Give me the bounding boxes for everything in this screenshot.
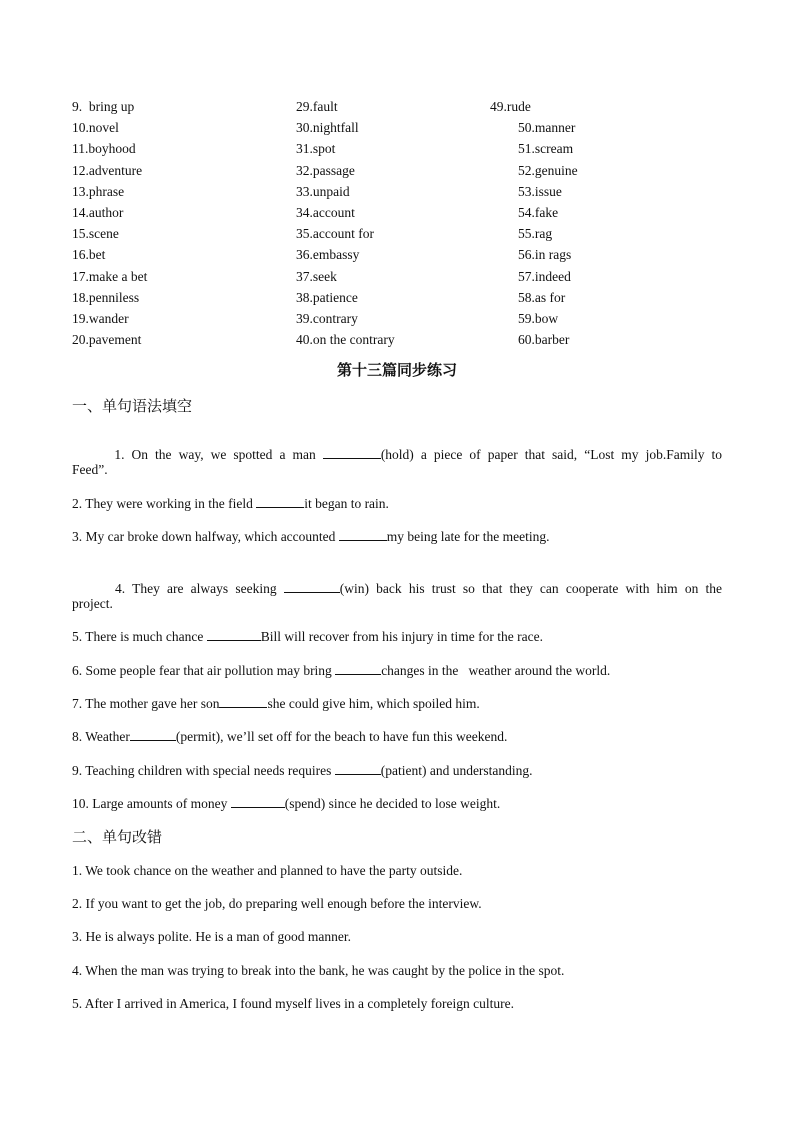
correction-text: 2. If you want to get the job, do preparing well enough before the interview. [72,896,482,911]
vocab-item: 60.barber [518,332,570,348]
answer-blank[interactable] [339,528,387,541]
question-3 [72,528,722,546]
page-title: 第十三篇同步练习 [336,361,457,379]
question-text: 1. On the way, we spotted a man [114,447,323,462]
vocab-item: 54.fake [518,204,559,220]
vocab-item: 18.penniless [72,289,140,305]
vocab-item: 10.novel [72,120,119,136]
question-10 [72,795,722,813]
question-8 [72,728,722,746]
question-text: 3. My car broke down halfway, which accounted [72,529,339,544]
vocabulary-list [72,96,752,350]
answer-blank[interactable] [335,762,381,775]
question-text: 2. They were working in the field [72,496,257,511]
question-1 [72,428,722,479]
question-text: Bill will recover from his injury in time for the race. [260,629,543,644]
vocab-item: 14.author [72,204,124,220]
vocab-item: 53.issue [518,183,562,199]
question-text: 10. Large amounts of money [72,796,231,811]
vocab-item: 13.phrase [72,183,125,199]
vocab-item: 15.scene [72,226,119,242]
vocab-item: 31.spot [296,141,336,157]
question-4 [72,562,722,613]
question-text: it began to rain. [304,496,389,511]
question-7 [72,695,722,713]
answer-blank[interactable] [207,628,261,641]
question-continuation: Feed”. [72,462,108,477]
vocab-item: 29.fault [296,99,338,114]
vocab-item: 51.scream [518,141,574,157]
correction-text: 3. He is always polite. He is a man of good manner. [72,929,351,944]
question-text: 5. There is much chance [72,629,207,644]
question-text: 7. The mother gave her son [72,696,220,711]
question-9 [72,762,722,780]
vocab-item: 11.boyhood [72,141,136,157]
vocab-item: 37.seek [296,268,337,284]
correction-item-3 [72,928,722,946]
question-text: changes in the weather around the world. [381,663,611,678]
vocabulary-column-3 [490,96,578,350]
question-continuation: project. [72,596,113,611]
vocab-item: 50.manner [518,120,576,136]
vocab-item: 17.make a bet [72,268,148,284]
vocab-item: 59.bow [518,310,559,326]
correction-item-5 [72,995,722,1013]
question-text: (permit), we’ll set off for the beach to have fun this weekend. [175,729,508,744]
vocab-item: 33.unpaid [296,183,350,199]
vocab-item: 55.rag [518,226,553,242]
answer-blank[interactable] [256,495,304,508]
question-text: 9. Teaching children with special needs requires [72,763,335,778]
question-text: (win) back his trust so that they can cooperate with him on the [339,581,722,596]
answer-blank[interactable] [323,446,381,459]
vocab-item: 20.pavement [72,332,142,348]
answer-blank[interactable] [130,728,176,741]
question-text: (patient) and understanding. [380,763,533,778]
vocab-item: 36.embassy [296,247,360,263]
correction-item-2 [72,895,722,913]
correction-item-4 [72,962,722,980]
vocabulary-column-2 [296,96,395,350]
vocab-item: 30.nightfall [296,120,359,136]
vocab-item: 56.in rags [518,247,572,263]
vocabulary-column-1 [72,96,147,350]
correction-text: 5. After I arrived in America, I found myself lives in a completely foreign culture. [72,996,514,1011]
vocab-item: 19.wander [72,310,129,326]
answer-blank[interactable] [219,695,267,708]
vocab-item: 32.passage [296,162,355,178]
vocab-item: 39.contrary [296,310,358,326]
question-text: (hold) a piece of paper that said, “Lost my job.Family to [380,447,722,462]
vocab-item: 9. bring up [72,99,135,114]
question-text: she could give him, which spoiled him. [267,696,480,711]
question-text: 8. Weather [72,729,130,744]
question-text: 6. Some people fear that air pollution may bring [72,663,336,678]
vocab-item: 40.on the contrary [296,332,395,348]
section-heading-grammar-fill: 一、单句语法填空 [72,397,193,415]
answer-blank[interactable] [231,795,285,808]
question-2 [72,495,722,513]
question-5 [72,628,722,646]
vocab-item: 12.adventure [72,162,143,178]
question-6 [72,662,722,680]
vocab-item: 35.account for [296,226,374,242]
question-text: my being late for the meeting. [386,529,550,544]
vocab-item: 34.account [296,204,355,220]
correction-item-1 [72,862,722,880]
correction-text: 4. When the man was trying to break into the bank, he was caught by the police in the spot. [72,963,565,978]
vocab-item: 58.as for [518,289,566,305]
section-heading-error-correction: 二、单句改错 [72,828,163,846]
answer-blank[interactable] [284,580,340,593]
answer-blank[interactable] [335,662,381,675]
vocab-item: 57.indeed [518,268,571,284]
vocab-item: 16.bet [72,247,106,263]
correction-text: 1. We took chance on the weather and planned to have the party outside. [72,863,463,878]
vocab-item: 52.genuine [518,162,578,178]
vocab-item: 38.patience [296,289,358,305]
vocab-item: 49.rude [490,99,531,114]
question-text: 4. They are always seeking [115,581,284,596]
question-text: (spend) since he decided to lose weight. [284,796,501,811]
